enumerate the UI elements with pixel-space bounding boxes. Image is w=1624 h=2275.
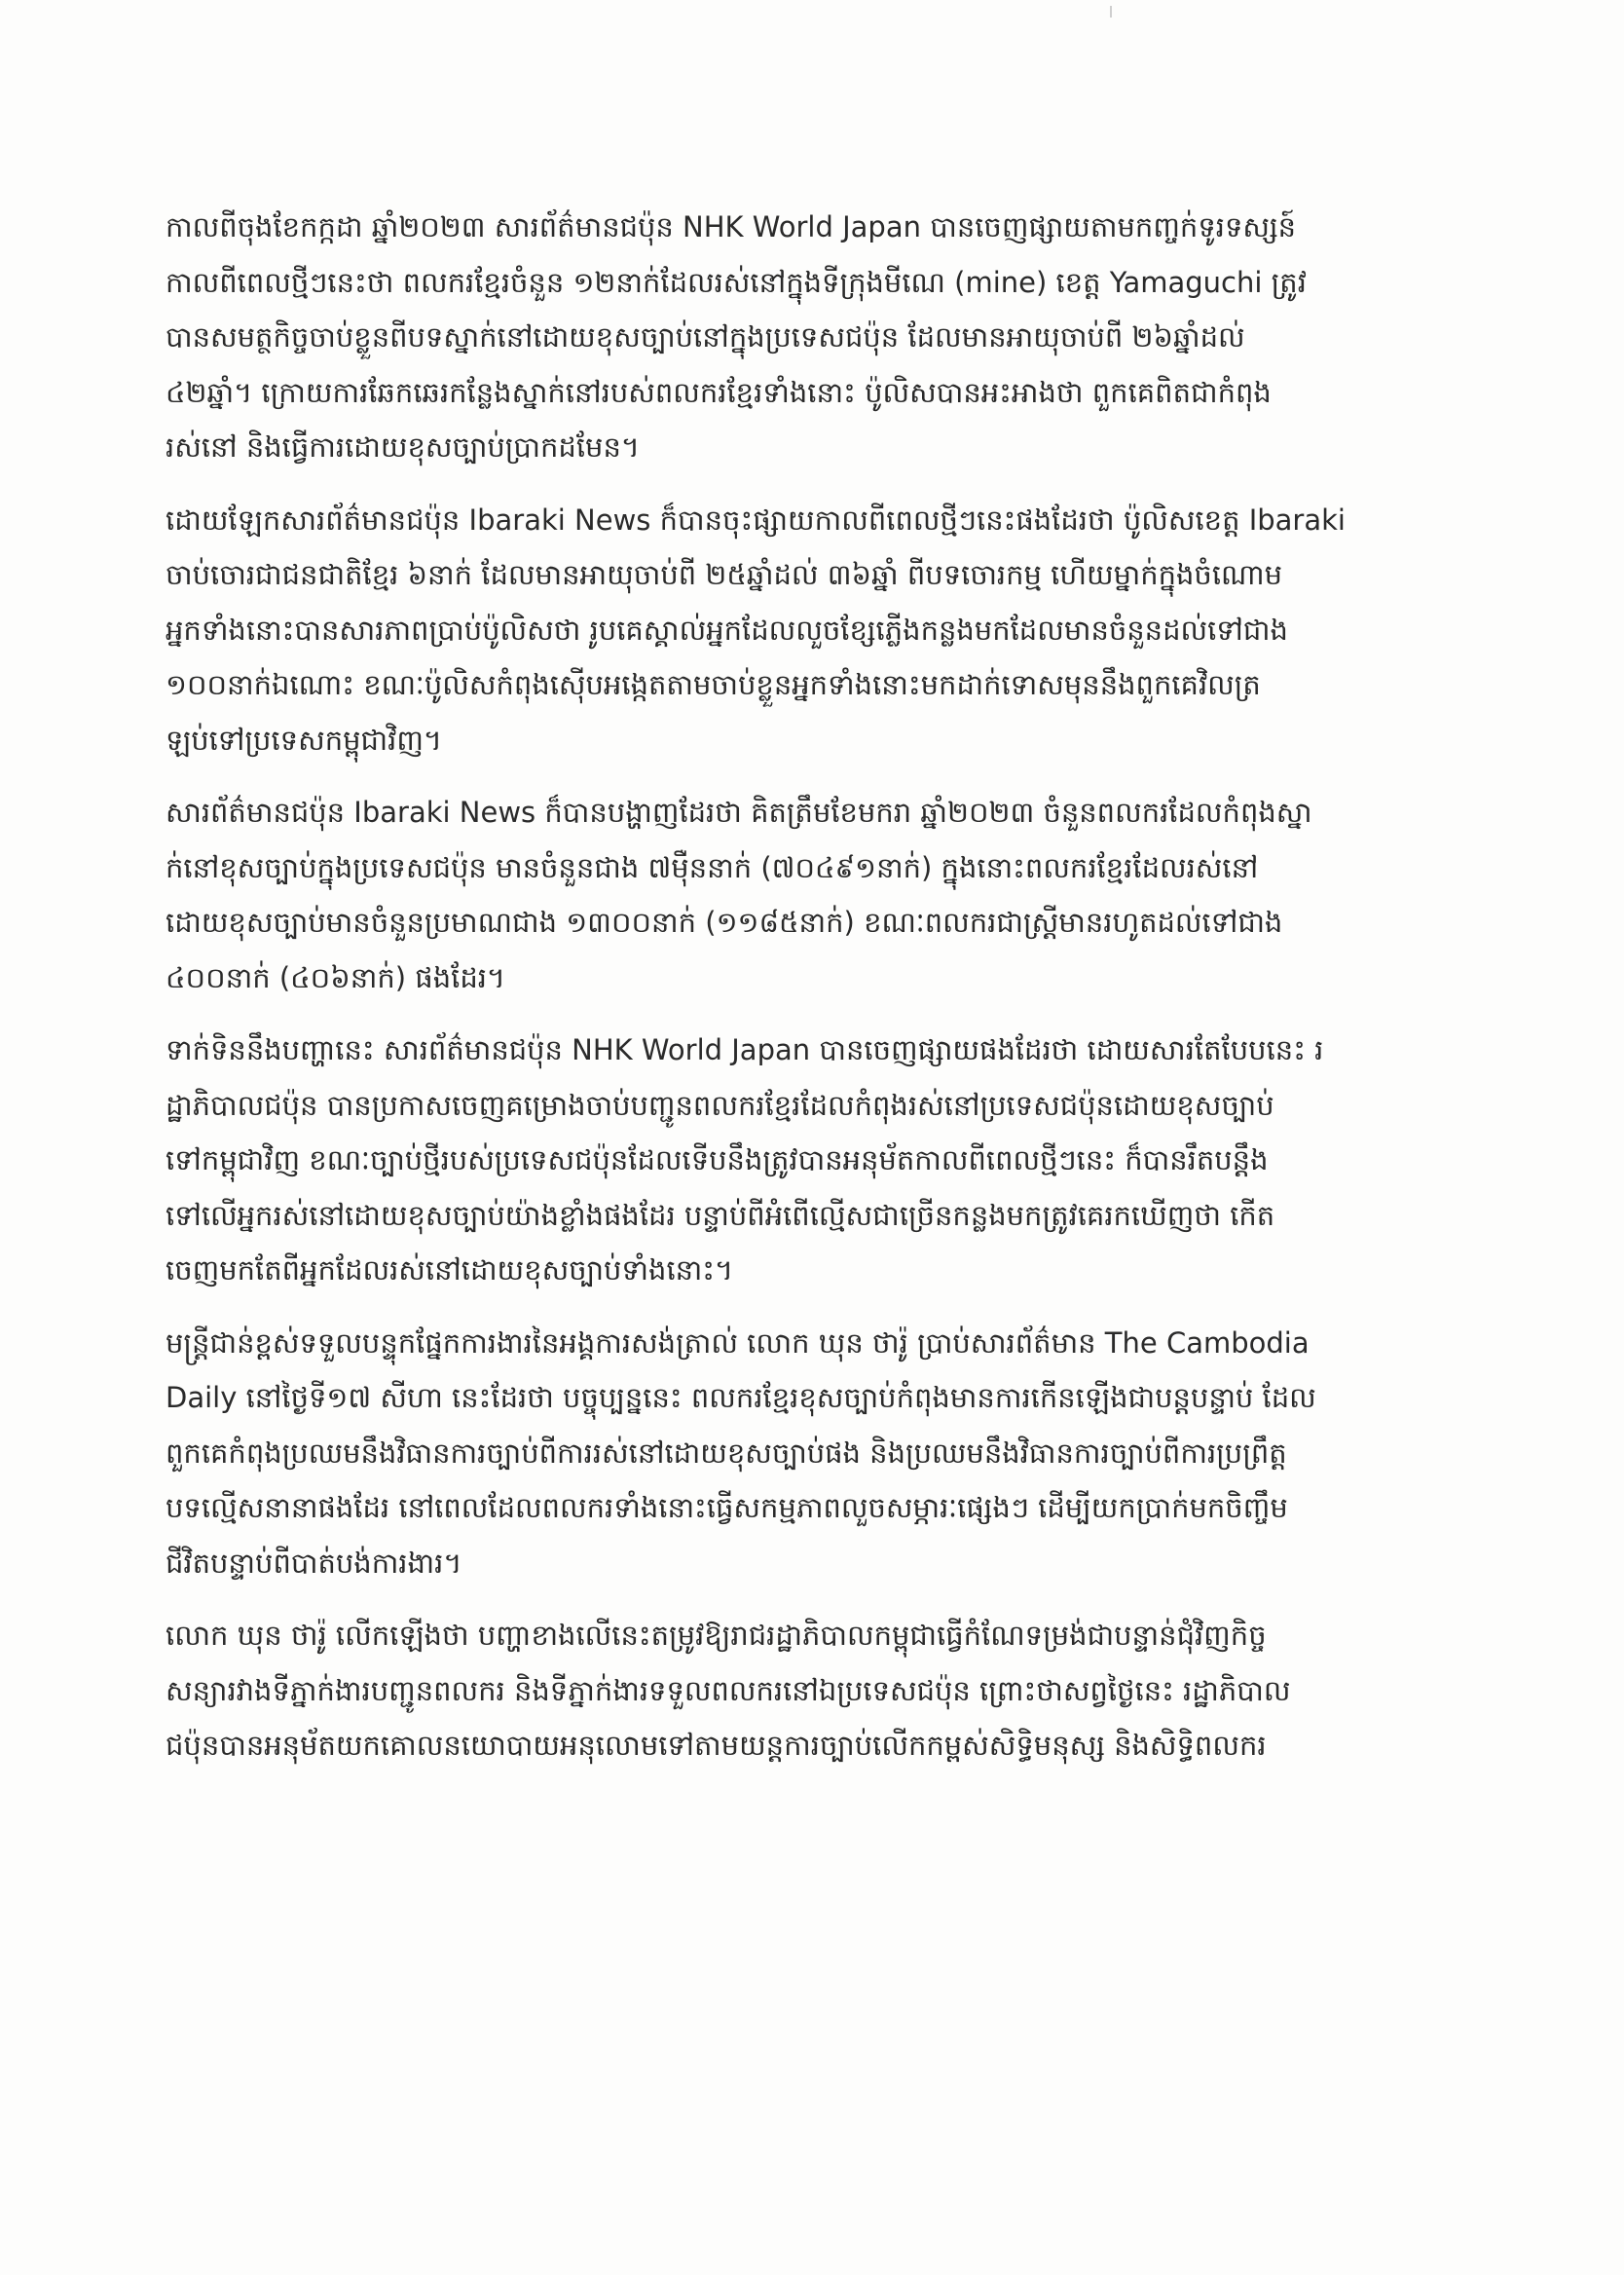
text-line: លោក ឃុន ថារ៉ូ លើកឡើងថា បញ្ហាខាងលើនេះតម្រូវឱ្យរាជរដ្ឋាភិបាលកម្ពុជាធ្វើកំណែទម្រង់ជាបន្ទាន់ជុំវិញកិច្ច bbox=[166, 1619, 1267, 1652]
text-line: ចាប់ចោរជាជនជាតិខ្មែរ ៦នាក់ ដែលមានអាយុចាប់ពី ២៥ឆ្នាំដល់ ៣៦ឆ្នាំ ពីបទចោរកម្ម ហើយម្នាក់ក្នុងចំណោម bbox=[166, 558, 1283, 591]
text-line: ១០០នាក់ឯណោះ ខណៈប៉ូលិសកំពុងស៊ើបអង្កេតតាមចាប់ខ្លួនអ្នកទាំងនោះមកដាក់ទោសមុននឹងពួកគេវិលត្រ bbox=[166, 668, 1261, 701]
text-line: អ្នកទាំងនោះបានសារភាពប្រាប់ប៉ូលិសថា រូបគេស្គាល់អ្នកដែលលួចខ្សែភ្លើងកន្លងមកដែលមានចំនួនដល់ទៅជាង bbox=[166, 613, 1288, 647]
text-line: Daily នៅថ្ងៃទី១៧ សីហា នេះដែរថា បច្ចុប្បន្ននេះ ពលករខ្មែរខុសច្បាប់កំពុងមានការកើនឡើងជាបន្តបន្ទាប់ ដែល bbox=[166, 1381, 1316, 1414]
text-line: កាលពីពេលថ្មីៗនេះថា ពលករខ្មែរចំនួន ១២នាក់ដែលរស់នៅក្នុងទីក្រុងមីណេ (mine) ខេត្ត Yamaguchi ត្រូវ bbox=[166, 265, 1307, 299]
paragraph bbox=[166, 785, 1519, 1005]
text-line: ទៅលើអ្នករស់នៅដោយខុសច្បាប់យ៉ាងខ្លាំងផងដែរ បន្ទាប់ពីអំពើល្មើសជាច្រើនកន្លងមកត្រូវគេរកឃើញថា កើត bbox=[166, 1198, 1275, 1232]
paragraph bbox=[166, 493, 1519, 768]
text-line: ទៅកម្ពុជាវិញ ខណៈច្បាប់ថ្មីរបស់ប្រទេសជប៉ុនដែលទើបនឹងត្រូវបានអនុម័តកាលពីពេលថ្មីៗនេះ ក៏បានរឹតបន្តឹង bbox=[166, 1143, 1269, 1176]
text-line: ៤២ឆ្នាំ។ ក្រោយការឆែកឆេរកន្លែងស្នាក់នៅរបស់ពលករខ្មែរទាំងនោះ ប៉ូលិសបានអះអាងថា ពួកគេពិតជាកំពុង bbox=[166, 375, 1272, 409]
paragraph bbox=[166, 1608, 1519, 1773]
text-line: កាលពីចុងខែកក្កដា ឆ្នាំ២០២៣ សារព័ត៌មានជប៉ុន NHK World Japan បានចេញផ្សាយតាមកញ្ចក់ទូរទស្សន៍ bbox=[166, 210, 1297, 243]
text-line: ៤០០នាក់ (៤០៦នាក់) ផងដែរ។ bbox=[166, 960, 506, 994]
text-line: ឡប់ទៅប្រទេសកម្ពុជាវិញ។ bbox=[166, 723, 443, 757]
text-line: ដ្ឋាភិបាលជប៉ុន បានប្រកាសចេញគម្រោងចាប់បញ្ជូនពលករខ្មែរដែលកំពុងរស់នៅប្រទេសជប៉ុនដោយខុសច្បាប់ bbox=[166, 1088, 1274, 1122]
text-line: ក់នៅខុសច្បាប់ក្នុងប្រទេសជប៉ុន មានចំនួនជាង ៧ម៉ឺននាក់ (៧០៤៩១នាក់) ក្នុងនោះពលករខ្មែរដែលរស់នៅ bbox=[166, 850, 1259, 884]
paragraph bbox=[166, 1023, 1519, 1298]
text-line: សារព័ត៌មានជប៉ុន Ibaraki News ក៏បានបង្ហាញដែរថា គិតត្រឹមខែមករា ឆ្នាំ២០២៣ ចំនួនពលករដែលកំពុងស្នា bbox=[166, 796, 1312, 829]
text-line: ចេញមកតែពីអ្នកដែលរស់នៅដោយខុសច្បាប់ទាំងនោះ។ bbox=[166, 1253, 734, 1287]
text-line: សន្យារវាងទីភ្នាក់ងារបញ្ជូនពលករ និងទីភ្នាក់ងារទទួលពលករនៅឯប្រទេសជប៉ុន ព្រោះថាសព្វថ្ងៃនេះ រដ្ឋាភិបាល bbox=[166, 1673, 1291, 1707]
text-line: ជីវិតបន្ទាប់ពីបាត់បង់ការងារ។ bbox=[166, 1546, 462, 1580]
paragraph bbox=[166, 1316, 1519, 1591]
paragraph bbox=[166, 200, 1519, 475]
text-line: បទល្មើសនានាផងដែរ នៅពេលដែលពលករទាំងនោះធ្វើសកម្មភាពលួចសម្ភារៈផ្សេងៗ ដើម្បីយកប្រាក់មកចិញ្ចឹម bbox=[166, 1491, 1288, 1524]
document-body bbox=[166, 200, 1519, 1791]
scan-mark bbox=[1110, 6, 1112, 18]
text-line: ដោយឡែកសារព័ត៌មានជប៉ុន Ibaraki News ក៏បានចុះផ្សាយកាលពីពេលថ្មីៗនេះផងដែរថា ប៉ូលិសខេត្ត Ibaraki bbox=[166, 503, 1346, 537]
text-line: ជប៉ុនបានអនុម័តយកគោលនយោបាយអនុលោមទៅតាមយន្តការច្បាប់លើកកម្ពស់សិទ្ធិមនុស្ស និងសិទ្ធិពលករ bbox=[166, 1729, 1267, 1762]
text-line: រស់នៅ និងធ្វើការដោយខុសច្បាប់ប្រាកដមែន។ bbox=[166, 430, 640, 464]
text-line: មន្ត្រីជាន់ខ្ពស់ទទួលបន្ទុកផ្នែកការងារនៃអង្គការសង់ត្រាល់ លោក ឃុន ថារ៉ូ ប្រាប់សារព័ត៌មាន The Cambodia bbox=[166, 1325, 1310, 1360]
text-line: ដោយខុសច្បាប់មានចំនួនប្រមាណជាង ១៣០០នាក់ (១១៨៥នាក់) ខណៈពលករជាស្ត្រីមានរហូតដល់ទៅជាង bbox=[166, 906, 1283, 939]
text-line: ទាក់ទិននឹងបញ្ហានេះ សារព័ត៌មានជប៉ុន NHK World Japan បានចេញផ្សាយផងដែរថា ដោយសារតែបែបនេះ រ bbox=[166, 1033, 1324, 1066]
text-line: ពួកគេកំពុងប្រឈមនឹងវិធានការច្បាប់ពីការរស់នៅដោយខុសច្បាប់ផង និងប្រឈមនឹងវិធានការច្បាប់ពីការប្រព្រឹត្ត bbox=[166, 1436, 1287, 1470]
text-line: បានសមត្ថកិច្ចចាប់ខ្លួនពីបទស្នាក់នៅដោយខុសច្បាប់នៅក្នុងប្រទេសជប៉ុន ដែលមានអាយុចាប់ពី ២៦ឆ្នាំដល់ bbox=[166, 320, 1245, 354]
